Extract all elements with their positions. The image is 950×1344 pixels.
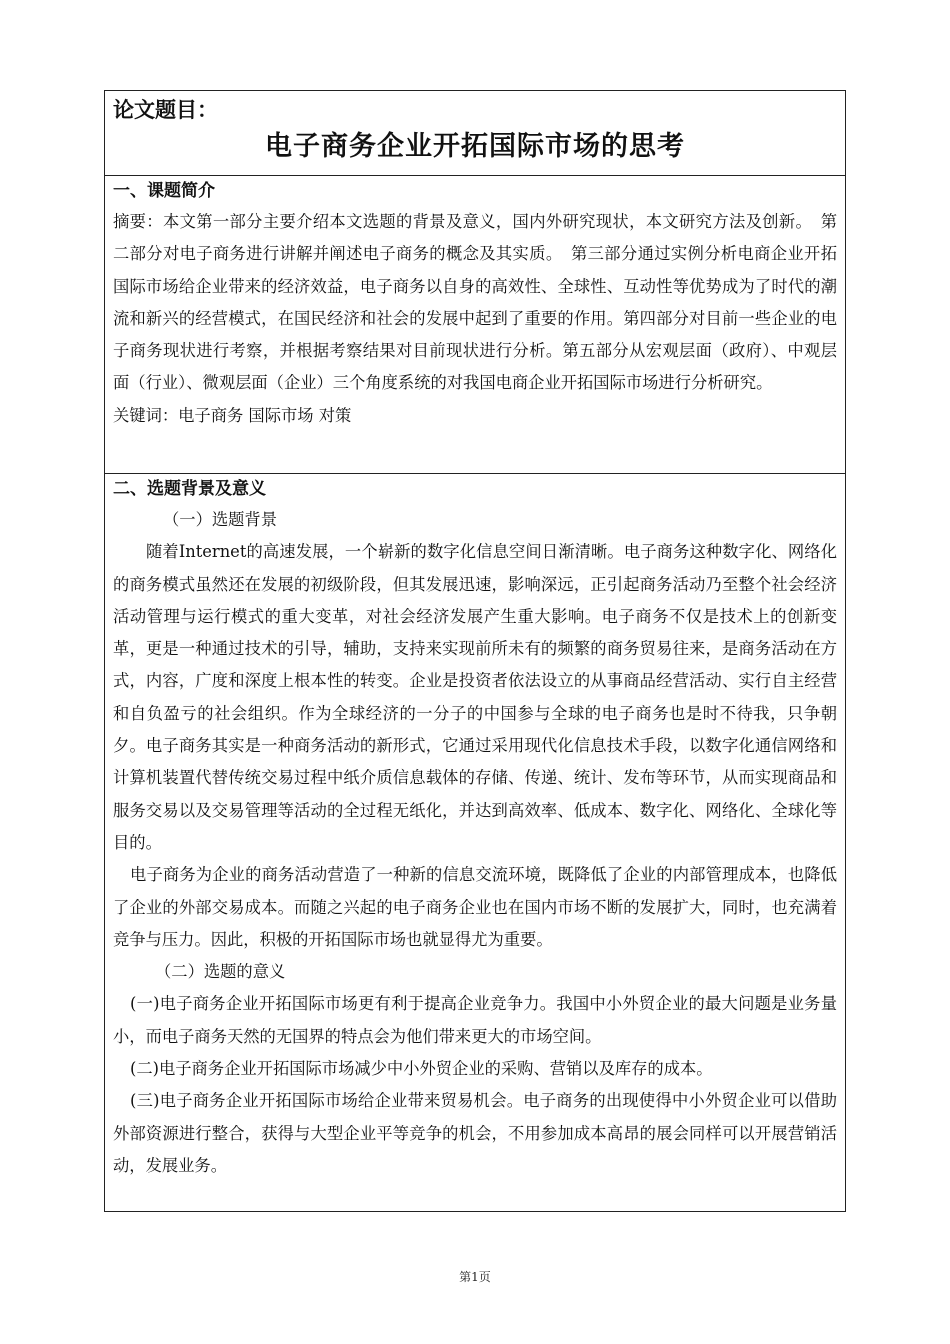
page-number: 第1页 <box>459 1270 491 1284</box>
significance-item-1: (一)电子商务企业开拓国际市场更有利于提高企业竞争力。我国中小外贸企业的最大问题是业务量小，而电子商务天然的无国界的特点会为他们带来更大的市场空间。 <box>113 994 837 1046</box>
thesis-title-label: 论文题目： <box>113 98 218 122</box>
section-background <box>105 474 845 1211</box>
significance-item-3: (三)电子商务企业开拓国际市场给企业带来贸易机会。电子商务的出现使得中小外贸企业可以借助外部资源进行整合，获得与大型企业平等竞争的机会，不用参加成本高昂的展会同样可以开展营销活动，发展业务。 <box>113 1091 837 1175</box>
background-paragraph-2: 电子商务为企业的商务活动营造了一种新的信息交流环境，既降低了企业的内部管理成本，也降低了企业的外部交易成本。而随之兴起的电子商务企业也在国内市场不断的发展扩大，同时，也充满着竞争与压力。因此，积极的开拓国际市场也就显得尤为重要。 <box>113 865 837 949</box>
section-introduction <box>105 176 845 474</box>
document-table <box>104 90 846 1212</box>
significance-item-2: (二)电子商务企业开拓国际市场减少中小外贸企业的采购、营销以及库存的成本。 <box>130 1059 713 1079</box>
subheading-background: （一）选题背景 <box>163 510 277 529</box>
section-heading-background: 二、选题背景及意义 <box>113 479 266 499</box>
keywords-line: 关键词：电子商务 国际市场 对策 <box>113 405 352 425</box>
abstract-paragraph: 摘要：本文第一部分主要介绍本文选题的背景及意义，国内外研究现状，本文研究方法及创新。 第二部分对电子商务进行讲解并阐述电子商务的概念及其实质。 第三部分通过实例分析电商企业开拓国际市场给企业带来的经济效益，电子商务以自身的高效性、全球性、互动性等优势成为了时代的潮流和新兴的经营模式，在国民经济和社会的发展中起到了重要的作用。第四部分对目前一些企业的电子商务现状进行考察，并根据考察结果对目前现状进行分析。第五部分从宏观层面（政府）、中观层面（行业）、微观层面（企业）三个角度系统的对我国电商企业开拓国际市场进行分析研究。 <box>113 212 837 393</box>
title-cell <box>105 93 845 176</box>
background-paragraph-1: 随着Internet的高速发展，一个崭新的数字化信息空间日渐清晰。电子商务这种数字化、网络化的商务模式虽然还在发展的初级阶段，但其发展迅速，影响深远，正引起商务活动乃至整个社会经济活动管理与运行模式的重大变革，对社会经济发展产生重大影响。电子商务不仅是技术上的创新变革，更是一种通过技术的引导，辅助，支持来实现前所未有的频繁的商务贸易往来，是商务活动在方式，内容，广度和深度上根本性的转变。企业是投资者依法设立的从事商品经营活动、实行自主经营和自负盈亏的社会组织。作为全球经济的一分子的中国参与全球的电子商务也是时不待我，只争朝夕。电子商务其实是一种商务活动的新形式，它通过采用现代化信息技术手段，以数字化通信网络和计算机装置代替传统交易过程中纸介质信息载体的存储、传递、统计、发布等环节，从而实现商品和服务交易以及交易管理等活动的全过程无纸化，并达到高效率、低成本、数字化、网络化、全球化等目的。 <box>113 542 837 852</box>
subheading-significance: （二）选题的意义 <box>155 962 286 982</box>
thesis-title: 电子商务企业开拓国际市场的思考 <box>265 131 685 162</box>
section-heading-introduction: 一、课题简介 <box>113 181 215 201</box>
